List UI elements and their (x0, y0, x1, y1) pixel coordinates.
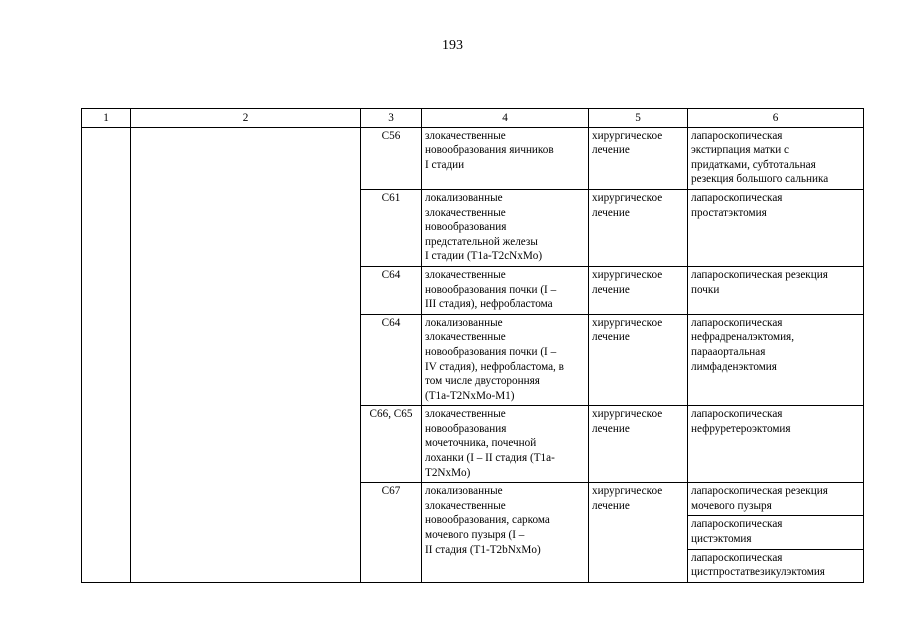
method-line: лимфаденэктомия (691, 360, 777, 373)
diagnosis-code-cell (361, 266, 422, 314)
condition-line: (T1a-T2NxMo-M1) (425, 389, 515, 402)
condition-line: предстательной железы (425, 235, 538, 248)
diagnosis-code-cell (361, 189, 422, 266)
method-cell (688, 314, 864, 406)
condition-line: локализованные (425, 485, 503, 498)
diagnosis-code-cell (361, 314, 422, 406)
treatment-line: хирургическое (592, 408, 663, 421)
condition-line: локализованные (425, 316, 503, 329)
method-line: экстирпация матки с (691, 144, 790, 157)
method-line: придатками, субтотальная (691, 158, 816, 171)
header-cell: 3 (361, 109, 422, 128)
condition-cell (422, 483, 589, 583)
condition-line: новообразования (425, 221, 507, 234)
condition-line: новообразования почки (I – (425, 283, 557, 296)
diagnosis-code-cell (361, 483, 422, 583)
method-cell (688, 549, 864, 582)
header-cell: 2 (131, 109, 361, 128)
condition-line: I стадии (425, 158, 465, 171)
treatment-line: хирургическое (592, 268, 663, 281)
diagnosis-code: С56 (381, 129, 401, 142)
condition-line: I стадии (T1a-T2cNxMo) (425, 250, 543, 263)
diagnosis-code: С67 (381, 485, 401, 498)
condition-line: злокачественные (425, 129, 506, 142)
condition-line: злокачественные (425, 408, 506, 421)
treatment-type-cell (589, 314, 688, 406)
method-line: лапароскопическая (691, 129, 783, 142)
condition-line: III стадия), нефробластома (425, 298, 553, 311)
method-line: лапароскопическая (691, 518, 783, 531)
condition-cell (422, 127, 589, 189)
condition-line: лоханки (I – II стадия (T1a- (425, 452, 555, 465)
method-line: простатэктомия (691, 206, 767, 219)
condition-cell (422, 406, 589, 483)
condition-line: злокачественные (425, 331, 506, 344)
page-number: 193 (442, 38, 463, 53)
condition-cell (422, 266, 589, 314)
header-cell: 6 (688, 109, 864, 128)
condition-cell (422, 314, 589, 406)
condition-line: новообразования (425, 422, 507, 435)
condition-line: злокачественные (425, 206, 506, 219)
header-row (82, 109, 864, 128)
method-line: лапароскопическая (691, 316, 783, 329)
treatment-line: лечение (592, 331, 630, 344)
method-line: парааортальная (691, 345, 766, 358)
table-body (82, 109, 864, 583)
treatment-line: лечение (592, 144, 630, 157)
method-cell (688, 127, 864, 189)
treatment-line: лечение (592, 499, 630, 512)
condition-cell (422, 189, 589, 266)
diagnosis-code: С64 (381, 268, 401, 281)
treatment-line: хирургическое (592, 191, 663, 204)
method-line: лапароскопическая (691, 551, 783, 564)
treatment-type-cell (589, 127, 688, 189)
condition-line: мочевого пузыря (I – (425, 529, 525, 542)
condition-line: T2NxMo) (425, 466, 471, 479)
method-cell (688, 266, 864, 314)
method-line: резекция большого сальника (691, 173, 829, 186)
method-line: нефруретероэктомия (691, 422, 791, 435)
method-line: мочевого пузыря (691, 499, 772, 512)
medical-procedures-table (81, 108, 864, 583)
condition-line: том числе двусторонняя (425, 375, 540, 388)
method-line: лапароскопическая (691, 408, 783, 421)
method-line: нефрадреналэктомия, (691, 331, 795, 344)
treatment-type-cell (589, 483, 688, 583)
treatment-line: лечение (592, 422, 630, 435)
method-line: лапароскопическая резекция (691, 485, 828, 498)
treatment-line: хирургическое (592, 129, 663, 142)
condition-line: локализованные (425, 191, 503, 204)
header-cell: 4 (422, 109, 589, 128)
condition-line: злокачественные (425, 268, 506, 281)
method-line: почки (691, 283, 720, 296)
condition-line: злокачественные (425, 499, 506, 512)
condition-line: мочеточника, почечной (425, 437, 537, 450)
treatment-type-cell (589, 266, 688, 314)
method-cell (688, 483, 864, 516)
column-2-cell (131, 127, 361, 582)
method-cell (688, 516, 864, 549)
header-cell: 1 (82, 109, 131, 128)
treatment-line: лечение (592, 206, 630, 219)
condition-line: новообразования почки (I – (425, 345, 557, 358)
method-line: цистэктомия (691, 533, 752, 546)
method-cell (688, 189, 864, 266)
diagnosis-code-cell (361, 127, 422, 189)
method-line: лапароскопическая (691, 191, 783, 204)
treatment-line: хирургическое (592, 316, 663, 329)
condition-line: II стадия (T1-T2bNxMo) (425, 543, 541, 556)
diagnosis-code-cell (361, 406, 422, 483)
column-1-cell (82, 127, 131, 582)
method-line: цистпростатвезикулэктомия (691, 566, 825, 579)
header-cell: 5 (589, 109, 688, 128)
treatment-line: лечение (592, 283, 630, 296)
method-cell (688, 406, 864, 483)
condition-line: новообразования, саркома (425, 514, 550, 527)
condition-line: новообразования яичников (425, 144, 554, 157)
method-line: лапароскопическая резекция (691, 268, 828, 281)
diagnosis-code: С66, С65 (369, 408, 413, 421)
table-row (82, 127, 864, 189)
diagnosis-code: С64 (381, 316, 401, 329)
treatment-type-cell (589, 189, 688, 266)
treatment-line: хирургическое (592, 485, 663, 498)
condition-line: IV стадия), нефробластома, в (425, 360, 564, 373)
treatment-type-cell (589, 406, 688, 483)
diagnosis-code: С61 (381, 191, 401, 204)
